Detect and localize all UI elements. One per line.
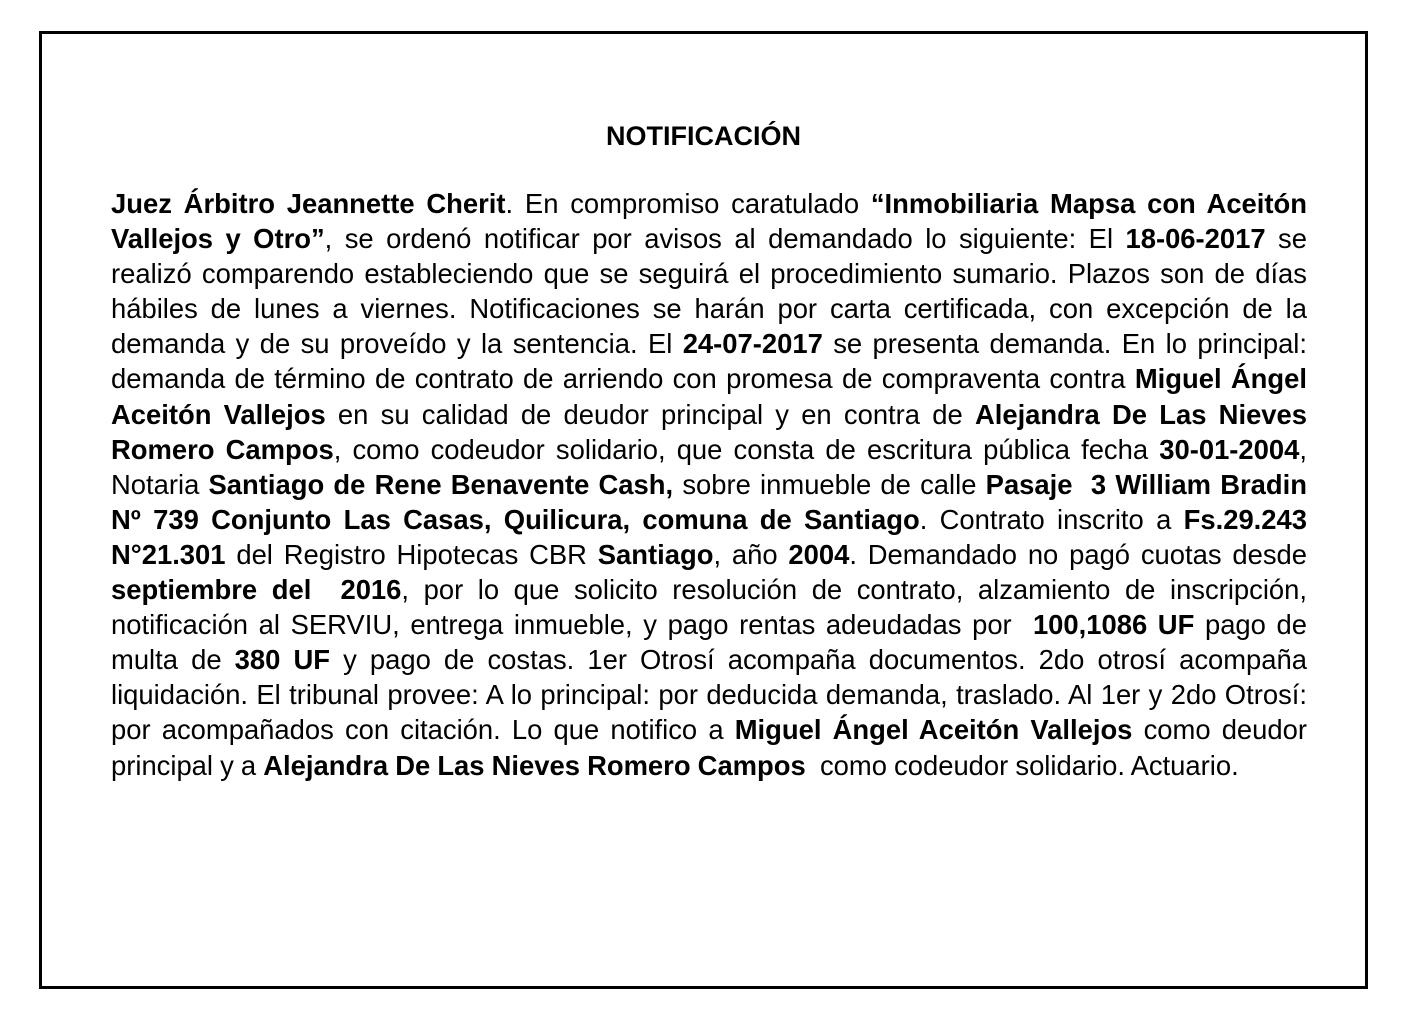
notice-text: se realizó comparendo estableciendo que se seguirá el procedimiento sumario. Plazos son de días hábiles de lunes a viernes. Notificaciones se harán por carta certificada, con excepción de la demanda y de su proveído y la sentencia. El — [111, 223, 1315, 360]
notice-text-bold: 100,1086 UF — [1032, 609, 1195, 641]
notice-text-bold: Fs.29.243 N°21.301 — [111, 503, 1315, 570]
notice-text-bold: 380 UF — [234, 644, 330, 676]
notice-text: , Notaria — [111, 433, 1315, 500]
notice-frame — [39, 31, 1368, 989]
notice-text: , como codeudor solidario, que consta de escritura pública fecha — [333, 433, 1160, 465]
notice-text-bold: 24-07-2017 — [682, 328, 823, 360]
notice-text-bold: Pasaje 3 William Bradin Nº 739 Conjunto Las Casas, Quilicura, comuna de Santiago — [111, 468, 1315, 535]
notice-text-bold: Miguel Ángel Aceitón Vallejos — [734, 714, 1133, 746]
notice-text-bold: Miguel Ángel Aceitón Vallejos — [111, 363, 1314, 430]
notice-text: pago de multa de — [111, 609, 1315, 676]
notice-text: . En compromiso caratulado — [505, 188, 871, 219]
notice-text-bold: 18-06-2017 — [1125, 223, 1266, 255]
notice-text: , se ordenó notificar por avisos al demandado lo siguiente: El — [324, 223, 1126, 255]
notice-body — [111, 186, 1315, 783]
notice-text-bold: Alejandra De Las Nieves Romero Campos — [263, 749, 806, 781]
notice-text: , por lo que solicito resolución de contrato, alzamiento de inscripción, notificación al SERVIU, entrega inmueble, y pago rentas adeudadas por — [111, 574, 1315, 641]
notice-text: como codeudor solidario. Actuario. — [805, 749, 1239, 781]
notice-text: sobre inmueble de calle — [673, 468, 986, 500]
notice-text-bold: “Inmobiliaria Mapsa con Aceitón Vallejos y Otro” — [111, 188, 1315, 255]
notice-text-bold: Santiago — [597, 538, 714, 570]
notice-text: del Registro Hipotecas CBR — [225, 538, 598, 570]
notice-text: . Demandado no pagó cuotas desde — [849, 538, 1315, 570]
notice-text-bold: Juez Árbitro Jeannette Cherit — [111, 188, 506, 219]
notice-text-bold: 2004 — [788, 538, 850, 570]
notice-text: se presenta demanda. En lo principal: demanda de término de contrato de arriendo con promesa de compraventa contra — [111, 328, 1315, 395]
notice-title: NOTIFICACIÓN — [606, 121, 801, 151]
notice-text: en su calidad de deudor principal y en contra de — [325, 398, 975, 430]
notice-text-bold: septiembre del 2016 — [111, 574, 402, 606]
notice-text-bold: Alejandra De Las Nieves Romero Campos — [111, 398, 1315, 465]
notice-text-bold: Santiago de Rene Benavente Cash, — [208, 468, 674, 500]
notice-text-bold: 30-01-2004 — [1159, 433, 1300, 465]
notice-text: y pago de costas. 1er Otrosí acompaña documentos. 2do otrosí acompaña liquidación. El tribunal provee: A lo principal: por deducida demanda, traslado. Al 1er y 2do Otrosí: por acompañados con citación. Lo que notifico a — [111, 644, 1315, 746]
notice-text: . Contrato inscrito a — [919, 503, 1184, 535]
notice-text: como deudor principal y a — [111, 714, 1315, 781]
notice-text: , año — [713, 538, 789, 570]
